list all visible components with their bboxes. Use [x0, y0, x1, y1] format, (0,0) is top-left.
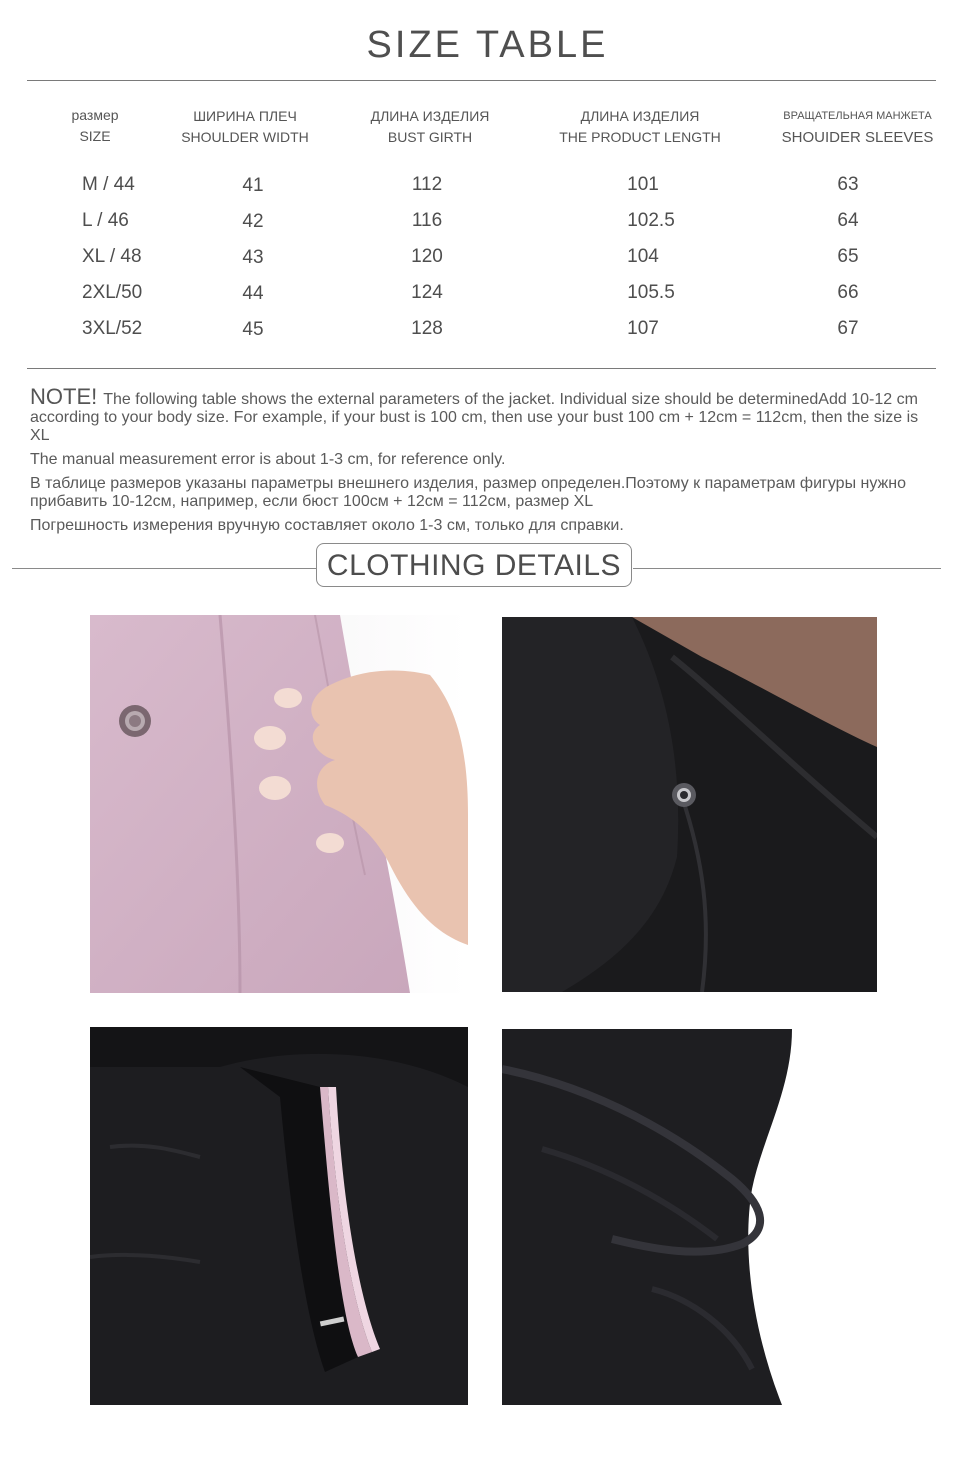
note-text: The following table shows the external parameters of the jacket. Individual size should be determinedAdd 10-12 cm according to your body size. For example, if your bust is 100 cm, then use your bust 100 cm + 12cm = 112cm, then the size is XL: [30, 391, 919, 444]
cell-bust: 116: [411, 210, 443, 231]
note-block: [30, 384, 940, 535]
cell-length: 105.5: [627, 282, 675, 303]
cell-size: 3XL/52: [82, 318, 143, 339]
cell-length: 104: [627, 246, 659, 267]
cell-shoulder: 44: [242, 283, 264, 304]
header-ru: ДЛИНА ИЗДЕЛИЯ: [580, 108, 700, 124]
note-paragraph: Погрешность измерения вручную составляет около 1-3 см, только для справки.: [30, 517, 624, 534]
cell-sleeve: 66: [837, 282, 859, 303]
cell-bust: 112: [411, 174, 443, 195]
header-ru: ДЛИНА ИЗДЕЛИЯ: [370, 108, 490, 124]
cell-length: 101: [627, 174, 659, 195]
header-ru: размер: [71, 107, 119, 123]
header-en: BUST GIRTH: [387, 129, 473, 145]
divider: [27, 80, 936, 81]
divider: [633, 568, 941, 569]
cell-shoulder: 45: [242, 319, 264, 340]
divider: [12, 568, 317, 569]
header-bust-girth: [340, 106, 520, 148]
black-jacket-pocket-photo: [90, 1027, 468, 1405]
header-product-length: [540, 106, 740, 148]
header-en: SHOULDER WIDTH: [181, 129, 309, 145]
cell-length: 102.5: [627, 210, 675, 231]
cell-sleeve: 65: [837, 246, 859, 267]
note-paragraph: The manual measurement error is about 1-3 cm, for reference only.: [30, 451, 506, 468]
note-paragraph: [30, 384, 940, 445]
cell-shoulder: 41: [242, 175, 264, 196]
cell-length: 107: [627, 318, 659, 339]
section-title: CLOTHING DETAILS: [316, 543, 632, 587]
cell-sleeve: 64: [837, 210, 859, 231]
header-ru: ШИРИНА ПЛЕЧ: [193, 108, 297, 124]
divider: [27, 368, 936, 369]
note-label: NOTE!: [30, 384, 98, 409]
header-shoulder-width: [165, 106, 325, 148]
black-jacket-collar-photo: [502, 1029, 877, 1405]
cell-size: XL / 48: [82, 246, 142, 267]
cell-bust: 124: [411, 282, 443, 303]
header-ru: ВРАЩАТЕЛЬНАЯ МАНЖЕТА: [783, 110, 932, 122]
pink-jacket-snap-photo: [90, 615, 468, 993]
black-jacket-snap-photo: [502, 617, 877, 992]
cell-bust: 128: [411, 318, 443, 339]
page-title: SIZE TABLE: [366, 24, 609, 66]
header-sleeves: [765, 106, 950, 148]
cell-sleeve: 67: [837, 318, 859, 339]
header-en: SHOUIDER SLEEVES: [781, 129, 934, 146]
header-en: SIZE: [79, 128, 111, 144]
cell-shoulder: 42: [242, 211, 264, 232]
cell-sleeve: 63: [837, 174, 859, 195]
cell-size: 2XL/50: [82, 282, 143, 303]
cell-size: L / 46: [82, 210, 129, 231]
cell-size: M / 44: [82, 174, 135, 195]
cell-shoulder: 43: [242, 247, 264, 268]
header-size: [45, 105, 145, 147]
note-paragraph: В таблице размеров указаны параметры внешнего изделия, размер определен.Поэтому к параметрам фигуры нужно прибавить 10-12см, например, если бюст 100см + 12см = 112см, размер XL: [30, 475, 906, 510]
cell-bust: 120: [411, 246, 443, 267]
header-en: THE PRODUCT LENGTH: [559, 129, 721, 145]
